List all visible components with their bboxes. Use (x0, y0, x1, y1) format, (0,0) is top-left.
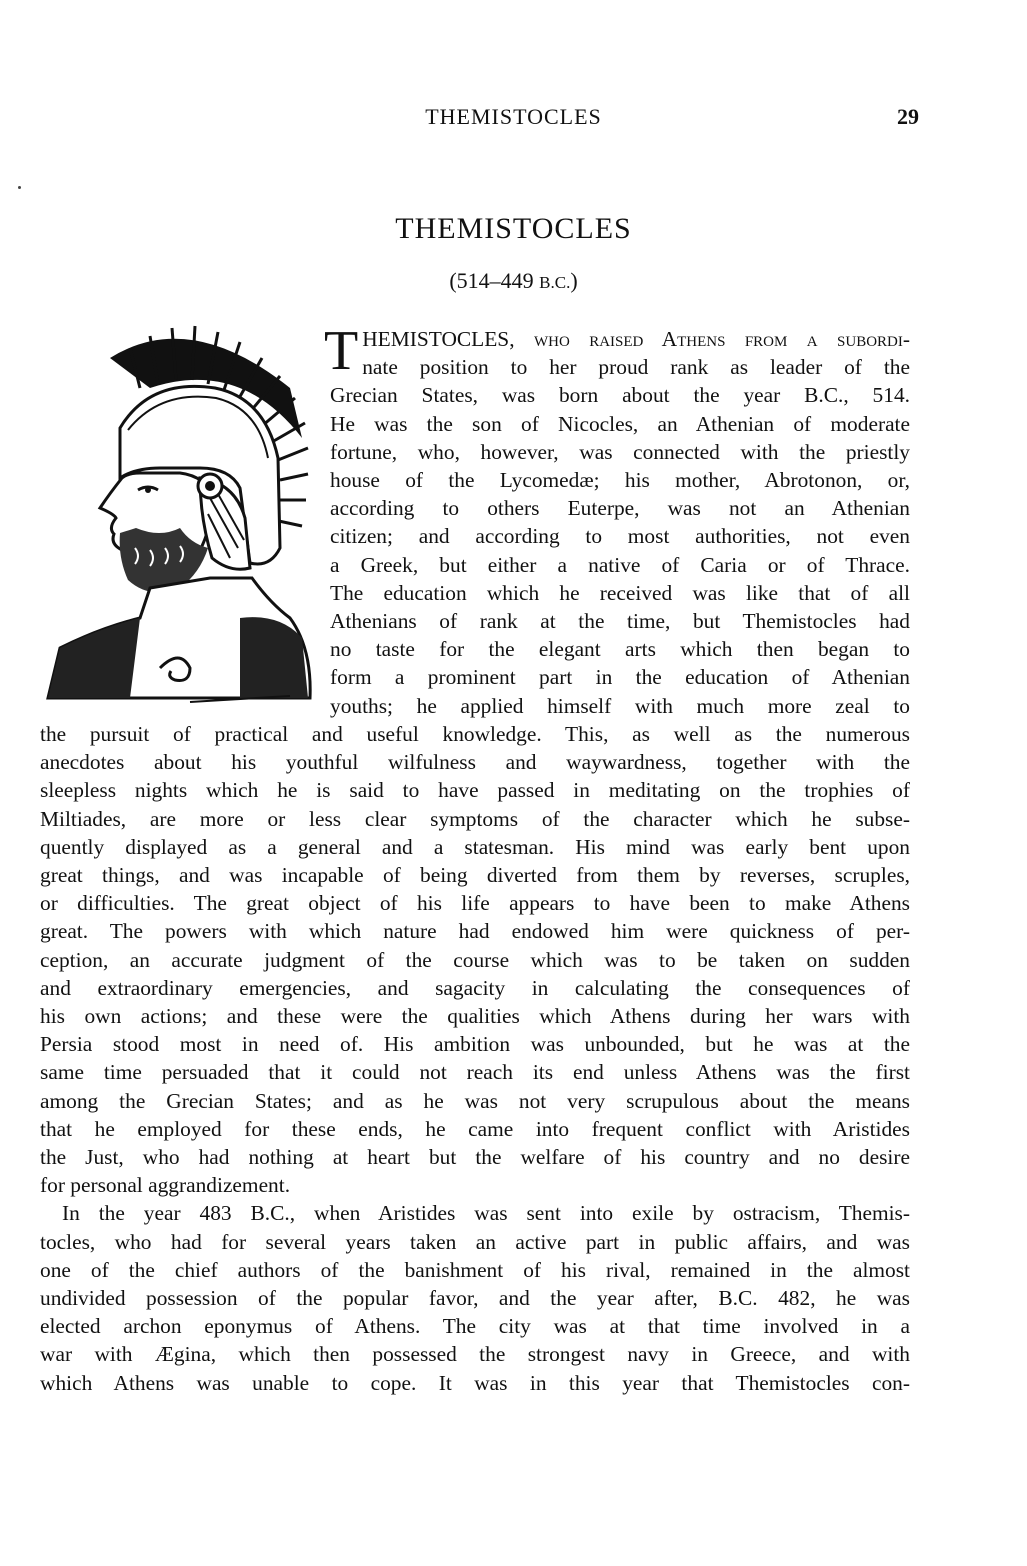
text-line: great. The powers with which nature had endowed him were quickness of per- (40, 919, 910, 944)
dates-suffix: ) (570, 268, 578, 293)
text-line: for personal aggrandizement. (40, 1173, 291, 1198)
text-line: quently displayed as a general and a statesman. His mind was early bent upon (40, 834, 910, 859)
text-line: great things, and was incapable of being diverted from them by reverses, scruples, (40, 863, 910, 888)
ink-speck (18, 186, 21, 189)
text-line: form a prominent part in the education of Athenian (330, 665, 910, 690)
paragraph-1-wrapped (324, 320, 910, 720)
text-line: Miltiades, are more or less clear symptoms of the character which he subse- (40, 806, 910, 831)
text-line: a Greek, but either a native of Caria or of Thrace. (330, 552, 910, 577)
chapter-dates (0, 268, 1027, 294)
running-title: THEMISTOCLES (425, 104, 602, 129)
text-line: In the year 483 B.C., when Aristides was sent into exile by ostracism, Themis- (62, 1201, 910, 1226)
text-line: the Just, who had nothing at heart but the welfare of his country and no desire (40, 1145, 910, 1170)
text-line: his own actions; and these were the qualities which Athens during her wars with (40, 1004, 910, 1029)
text-line: and extraordinary emergencies, and sagacity in calculating the consequences of (40, 975, 910, 1000)
text-line: undivided possession of the popular favor, and the year after, B.C. 482, he was (40, 1286, 910, 1311)
text-line: according to others Euterpe, was not an Athenian (330, 496, 910, 521)
text-line: house of the Lycomedæ; his mother, Abrotonon, or, (330, 468, 910, 493)
warrior-helmet-portrait-icon (40, 318, 318, 708)
dates-era: B.C. (539, 273, 571, 292)
body-text (40, 720, 910, 1397)
text-line: elected archon eponymus of Athens. The city was at that time involved in a (40, 1314, 910, 1339)
text-line: He was the son of Nicocles, an Athenian of moderate (330, 411, 910, 436)
chapter-title: THEMISTOCLES (395, 212, 632, 245)
text-line: ception, an accurate judgment of the course which was to be taken on sudden (40, 947, 910, 972)
text-line: Persia stood most in need of. His ambition was unbounded, but he was at the (40, 1032, 910, 1057)
text-line: no taste for the elegant arts which then began to (330, 637, 910, 662)
text-line: sleepless nights which he is said to have passed in meditating on the trophies of (40, 778, 910, 803)
text-line: same time persuaded that it could not reach its end unless Athens was the first (40, 1060, 910, 1085)
drop-cap: T (324, 320, 359, 382)
text-line: anecdotes about his youthful wilfulness and waywardness, together with the (40, 750, 910, 775)
text-line: HEMISTOCLES, who raised Athens from a subordi- (362, 327, 910, 351)
text-line: one of the chief authors of the banishment of his rival, remained in the almost (40, 1257, 910, 1282)
portrait-illustration (40, 318, 318, 708)
text-line: Athenians of rank at the time, but Themistocles had (330, 609, 910, 634)
text-line: or difficulties. The great object of his life appears to have been to make Athens (40, 891, 910, 916)
text-line: the pursuit of practical and useful knowledge. This, as well as the numerous (40, 722, 910, 746)
text-line: war with Ægina, which then possessed the strongest navy in Greece, and with (40, 1342, 910, 1367)
text-line: among the Grecian States; and as he was not very scrupulous about the means (40, 1088, 910, 1113)
text-line: which Athens was unable to cope. It was in this year that Themistocles con- (40, 1370, 910, 1395)
text-line: that he employed for these ends, he came into frequent conflict with Aristides (40, 1116, 910, 1141)
text-line: youths; he applied himself with much more zeal to (330, 693, 910, 718)
text-line: Grecian States, was born about the year B.C., 514. (330, 383, 910, 408)
text-line: fortune, who, however, was connected with the priestly (330, 439, 910, 464)
text-line: citizen; and according to most authorities, not even (330, 524, 910, 549)
text-line: tocles, who had for several years taken an active part in public affairs, and was (40, 1229, 910, 1254)
text-line: nate position to her proud rank as leader of the (362, 355, 910, 380)
running-head (0, 104, 1027, 134)
dates-prefix: (514–449 (449, 268, 540, 293)
page-number: 29 (897, 104, 919, 129)
text-line: The education which he received was like that of all (330, 580, 910, 605)
